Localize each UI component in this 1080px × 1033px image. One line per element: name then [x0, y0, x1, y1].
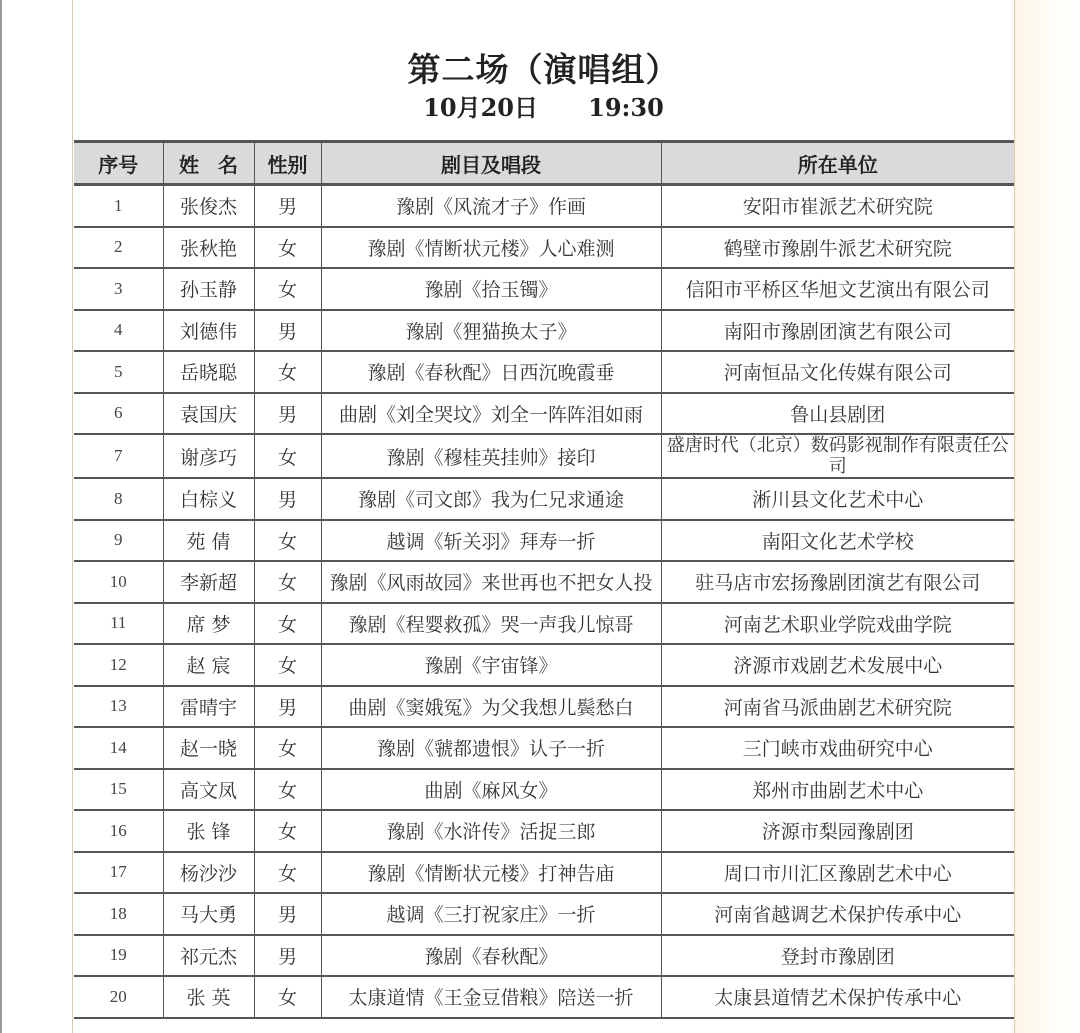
- cell-number: 14: [74, 727, 163, 769]
- cell-name: 张秋艳: [163, 227, 254, 269]
- table-row: [74, 185, 1014, 227]
- cell-piece: 曲剧《麻风女》: [321, 769, 661, 811]
- cell-number: 9: [74, 520, 163, 562]
- cell-unit: 河南恒品文化传媒有限公司: [661, 351, 1014, 393]
- cell-number: 18: [74, 893, 163, 935]
- col-header-number: 序号: [74, 142, 163, 185]
- cell-gender: 女: [254, 561, 321, 603]
- col-header-name: 姓 名: [163, 142, 254, 185]
- cell-gender: 女: [254, 852, 321, 894]
- cell-gender: 女: [254, 727, 321, 769]
- cell-piece: 豫剧《春秋配》日西沉晚霞垂: [321, 351, 661, 393]
- cell-piece: 豫剧《风流才子》作画: [321, 185, 661, 227]
- table-body: [74, 185, 1014, 1018]
- left-edge-divider: [0, 0, 2, 1033]
- table-row: [74, 227, 1014, 269]
- cell-number: 11: [74, 603, 163, 645]
- cell-number: 8: [74, 478, 163, 520]
- cell-name: 袁国庆: [163, 393, 254, 435]
- table-row: [74, 478, 1014, 520]
- table-row: [74, 727, 1014, 769]
- cell-piece: 豫剧《宇宙锋》: [321, 644, 661, 686]
- table-row: [74, 561, 1014, 603]
- cell-number: 12: [74, 644, 163, 686]
- table-row: [74, 603, 1014, 645]
- table-row: [74, 976, 1014, 1018]
- cell-gender: 男: [254, 185, 321, 227]
- document-page: [72, 0, 1015, 1033]
- cell-unit: 鹤壁市豫剧牛派艺术研究院: [661, 227, 1014, 269]
- cell-gender: 男: [254, 935, 321, 977]
- table-row: [74, 935, 1014, 977]
- cell-name: 高文凤: [163, 769, 254, 811]
- cell-name: 杨沙沙: [163, 852, 254, 894]
- cell-piece: 豫剧《情断状元楼》人心难测: [321, 227, 661, 269]
- cell-number: 6: [74, 393, 163, 435]
- table-row: [74, 268, 1014, 310]
- col-header-piece: 剧目及唱段: [321, 142, 661, 185]
- cell-number: 15: [74, 769, 163, 811]
- cell-unit: 驻马店市宏扬豫剧团演艺有限公司: [661, 561, 1014, 603]
- cell-name: 孙玉静: [163, 268, 254, 310]
- cell-number: 20: [74, 976, 163, 1018]
- cell-gender: 女: [254, 268, 321, 310]
- cell-gender: 女: [254, 603, 321, 645]
- right-margin: [1015, 0, 1080, 1033]
- cell-name: 岳晓聪: [163, 351, 254, 393]
- cell-number: 17: [74, 852, 163, 894]
- cell-piece: 太康道情《王金豆借粮》陪送一折: [321, 976, 661, 1018]
- cell-name: 张俊杰: [163, 185, 254, 227]
- table-row: [74, 393, 1014, 435]
- cell-unit: 河南省越调艺术保护传承中心: [661, 893, 1014, 935]
- cell-gender: 女: [254, 644, 321, 686]
- cell-piece: 越调《斩关羽》拜寿一折: [321, 520, 661, 562]
- table-header-row: [74, 142, 1014, 185]
- cell-piece: 豫剧《司文郎》我为仁兄求通途: [321, 478, 661, 520]
- cell-gender: 男: [254, 893, 321, 935]
- table-row: [74, 852, 1014, 894]
- cell-gender: 男: [254, 478, 321, 520]
- table-row: [74, 893, 1014, 935]
- col-header-unit: 所在单位: [661, 142, 1014, 185]
- table-row: [74, 434, 1014, 478]
- table-row: [74, 351, 1014, 393]
- cell-piece: 豫剧《水浒传》活捉三郎: [321, 810, 661, 852]
- cell-gender: 女: [254, 810, 321, 852]
- cell-piece: 越调《三打祝家庄》一折: [321, 893, 661, 935]
- page-title: 第二场（演唱组）: [407, 50, 680, 89]
- cell-name: 赵一晓: [163, 727, 254, 769]
- performer-table: [74, 140, 1014, 1019]
- cell-gender: 男: [254, 686, 321, 728]
- cell-gender: 男: [254, 310, 321, 352]
- cell-number: 16: [74, 810, 163, 852]
- cell-name: 谢彦巧: [163, 434, 254, 478]
- cell-unit: 济源市戏剧艺术发展中心: [661, 644, 1014, 686]
- cell-unit: 济源市梨园豫剧团: [661, 810, 1014, 852]
- cell-unit: 太康县道情艺术保护传承中心: [661, 976, 1014, 1018]
- cell-gender: 女: [254, 434, 321, 478]
- cell-piece: 豫剧《拾玉镯》: [321, 268, 661, 310]
- cell-number: 7: [74, 434, 163, 478]
- table-row: [74, 644, 1014, 686]
- cell-name: 白棕义: [163, 478, 254, 520]
- cell-piece: 曲剧《窦娥冤》为父我想儿鬓愁白: [321, 686, 661, 728]
- cell-number: 1: [74, 185, 163, 227]
- cell-gender: 女: [254, 351, 321, 393]
- cell-unit: 南阳市豫剧团演艺有限公司: [661, 310, 1014, 352]
- cell-unit: 周口市川汇区豫剧艺术中心: [661, 852, 1014, 894]
- cell-unit: 登封市豫剧团: [661, 935, 1014, 977]
- cell-piece: 豫剧《虢都遗恨》认子一折: [321, 727, 661, 769]
- cell-gender: 女: [254, 227, 321, 269]
- cell-number: 2: [74, 227, 163, 269]
- cell-gender: 男: [254, 393, 321, 435]
- cell-unit: 盛唐时代（北京）数码影视制作有限责任公司: [661, 434, 1014, 478]
- cell-name: 席 梦: [163, 603, 254, 645]
- col-header-gender: 性别: [254, 142, 321, 185]
- cell-piece: 曲剧《刘全哭坟》刘全一阵阵泪如雨: [321, 393, 661, 435]
- cell-piece: 豫剧《程婴救孤》哭一声我儿惊哥: [321, 603, 661, 645]
- cell-unit: 鲁山县剧团: [661, 393, 1014, 435]
- table-row: [74, 520, 1014, 562]
- date-time: 10月20日 19:30: [423, 93, 664, 122]
- cell-unit: 河南艺术职业学院戏曲学院: [661, 603, 1014, 645]
- cell-name: 马大勇: [163, 893, 254, 935]
- cell-name: 李新超: [163, 561, 254, 603]
- table-row: [74, 810, 1014, 852]
- cell-name: 雷晴宇: [163, 686, 254, 728]
- cell-piece: 豫剧《狸猫换太子》: [321, 310, 661, 352]
- cell-unit: 南阳文化艺术学校: [661, 520, 1014, 562]
- cell-piece: 豫剧《情断状元楼》打神告庙: [321, 852, 661, 894]
- cell-number: 5: [74, 351, 163, 393]
- cell-name: 苑 倩: [163, 520, 254, 562]
- cell-unit: 三门峡市戏曲研究中心: [661, 727, 1014, 769]
- table-row: [74, 310, 1014, 352]
- cell-unit: 安阳市崔派艺术研究院: [661, 185, 1014, 227]
- cell-name: 赵 宸: [163, 644, 254, 686]
- cell-gender: 女: [254, 976, 321, 1018]
- cell-unit: 河南省马派曲剧艺术研究院: [661, 686, 1014, 728]
- cell-piece: 豫剧《穆桂英挂帅》接印: [321, 434, 661, 478]
- table-row: [74, 769, 1014, 811]
- cell-unit: 郑州市曲剧艺术中心: [661, 769, 1014, 811]
- cell-number: 19: [74, 935, 163, 977]
- cell-piece: 豫剧《春秋配》: [321, 935, 661, 977]
- cell-gender: 女: [254, 769, 321, 811]
- cell-number: 10: [74, 561, 163, 603]
- cell-number: 13: [74, 686, 163, 728]
- cell-name: 刘德伟: [163, 310, 254, 352]
- cell-piece: 豫剧《风雨故园》来世再也不把女人投: [321, 561, 661, 603]
- cell-name: 张 锋: [163, 810, 254, 852]
- cell-name: 张 英: [163, 976, 254, 1018]
- cell-unit: 信阳市平桥区华旭文艺演出有限公司: [661, 268, 1014, 310]
- cell-number: 3: [74, 268, 163, 310]
- cell-name: 祁元杰: [163, 935, 254, 977]
- cell-unit: 淅川县文化艺术中心: [661, 478, 1014, 520]
- cell-gender: 女: [254, 520, 321, 562]
- table-row: [74, 686, 1014, 728]
- cell-number: 4: [74, 310, 163, 352]
